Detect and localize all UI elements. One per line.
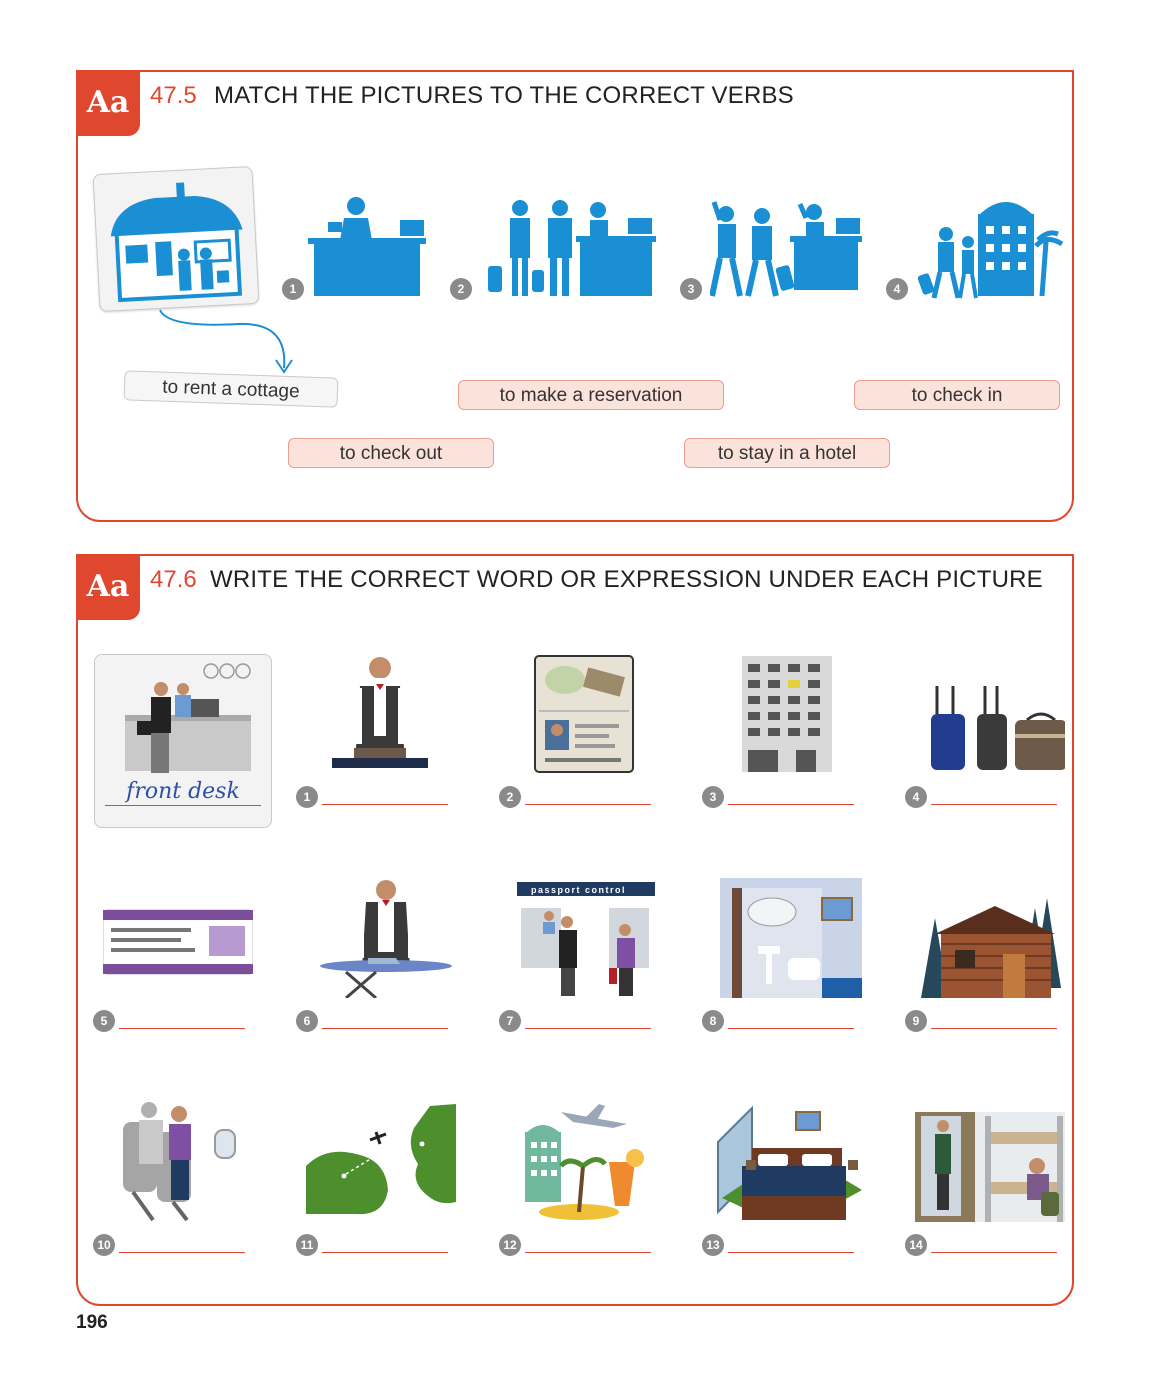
number-badge: 3 — [702, 786, 724, 808]
match-arrow-icon — [158, 308, 298, 378]
picture-badge-4: 4 — [886, 278, 908, 300]
picture-badge-2: 2 — [450, 278, 472, 300]
number-badge: 7 — [499, 1010, 521, 1032]
answer-line[interactable] — [119, 1252, 245, 1253]
picture-cell-9 — [905, 878, 1075, 1078]
picture-badge-3: 3 — [680, 278, 702, 300]
passport-control-icon — [509, 878, 659, 998]
apartment-block-icon — [712, 654, 862, 774]
hostel-bunk-icon — [915, 1102, 1065, 1222]
number-badge: 1 — [296, 786, 318, 808]
picture-cell-8 — [702, 878, 872, 1078]
log-cabin-icon — [915, 878, 1065, 998]
beach-resort-icon — [509, 1102, 659, 1222]
aa-badge: Aa — [76, 70, 140, 136]
number-badge: 11 — [296, 1234, 318, 1256]
number-badge: 10 — [93, 1234, 115, 1256]
exercise-number: 47.6 — [150, 566, 197, 593]
number-badge: 4 — [905, 786, 927, 808]
hotel-room-icon — [712, 1102, 862, 1222]
answer-line[interactable] — [525, 1028, 651, 1029]
example-phrase: to rent a cottage — [124, 370, 339, 407]
number-badge: 2 — [499, 786, 521, 808]
luggage-icon — [915, 654, 1065, 774]
picture-cell-5 — [93, 878, 263, 1078]
exercise-title: WRITE THE CORRECT WORD OR EXPRESSION UNDER EACH PICTURE — [210, 566, 1043, 593]
example-card — [94, 654, 272, 828]
bathroom-icon — [712, 878, 862, 998]
example-answer: front desk — [126, 779, 240, 804]
number-badge: 14 — [905, 1234, 927, 1256]
front-desk-icon — [115, 663, 255, 773]
answer-line[interactable] — [931, 1028, 1057, 1029]
example-card — [92, 166, 259, 312]
answer-line — [105, 805, 261, 806]
phrase-tag-2: to check in — [854, 380, 1060, 410]
picture-cell-11 — [296, 1102, 466, 1302]
answer-line[interactable] — [322, 1252, 448, 1253]
picture-cell-10 — [93, 1102, 263, 1302]
answer-line[interactable] — [322, 1028, 448, 1029]
answer-line[interactable] — [322, 804, 448, 805]
picture-badge-1: 1 — [282, 278, 304, 300]
number-badge: 9 — [905, 1010, 927, 1032]
ironing-icon — [306, 878, 456, 998]
page-number: 196 — [76, 1312, 108, 1333]
passport-icon — [509, 654, 659, 774]
number-badge: 8 — [702, 1010, 724, 1032]
picture-cell-12 — [499, 1102, 669, 1302]
answer-line[interactable] — [728, 1252, 854, 1253]
answer-line[interactable] — [525, 1252, 651, 1253]
boarding-pass-icon — [103, 878, 253, 998]
airplane-passengers-icon — [103, 1102, 253, 1222]
exercise-title: MATCH THE PICTURES TO THE CORRECT VERBS — [214, 82, 794, 109]
picture-cell-7 — [499, 878, 669, 1078]
exercise-47-5-panel — [76, 70, 1074, 522]
picture-cell-4 — [905, 654, 1075, 854]
phrase-tag-3: to check out — [288, 438, 494, 468]
flight-map-icon — [306, 1102, 456, 1222]
picture-cell-3 — [702, 654, 872, 854]
exercise-number: 47.5 — [150, 82, 197, 109]
number-badge: 5 — [93, 1010, 115, 1032]
hotel-icon — [916, 194, 1064, 302]
answer-line[interactable] — [119, 1028, 245, 1029]
answer-line[interactable] — [525, 804, 651, 805]
picture-cell-1 — [296, 654, 466, 854]
check-out-icon — [710, 200, 862, 300]
phrase-tag-1: to make a reservation — [458, 380, 724, 410]
porter-icon — [306, 654, 456, 774]
phrase-tag-4: to stay in a hotel — [684, 438, 890, 468]
picture-cell-6 — [296, 878, 466, 1078]
picture-cell-13 — [702, 1102, 872, 1302]
number-badge: 12 — [499, 1234, 521, 1256]
answer-line[interactable] — [931, 804, 1057, 805]
exercise-47-6-panel — [76, 554, 1074, 1306]
check-in-icon — [480, 200, 656, 300]
picture-cell-14 — [905, 1102, 1075, 1302]
number-badge: 6 — [296, 1010, 318, 1032]
aa-badge: Aa — [76, 554, 140, 620]
passport-control-sign: passport control — [531, 885, 627, 895]
number-badge: 13 — [702, 1234, 724, 1256]
answer-line[interactable] — [931, 1252, 1057, 1253]
answer-line[interactable] — [728, 804, 854, 805]
cottage-icon — [94, 167, 259, 311]
receptionist-icon — [308, 192, 428, 302]
answer-line[interactable] — [728, 1028, 854, 1029]
picture-cell-2 — [499, 654, 669, 854]
